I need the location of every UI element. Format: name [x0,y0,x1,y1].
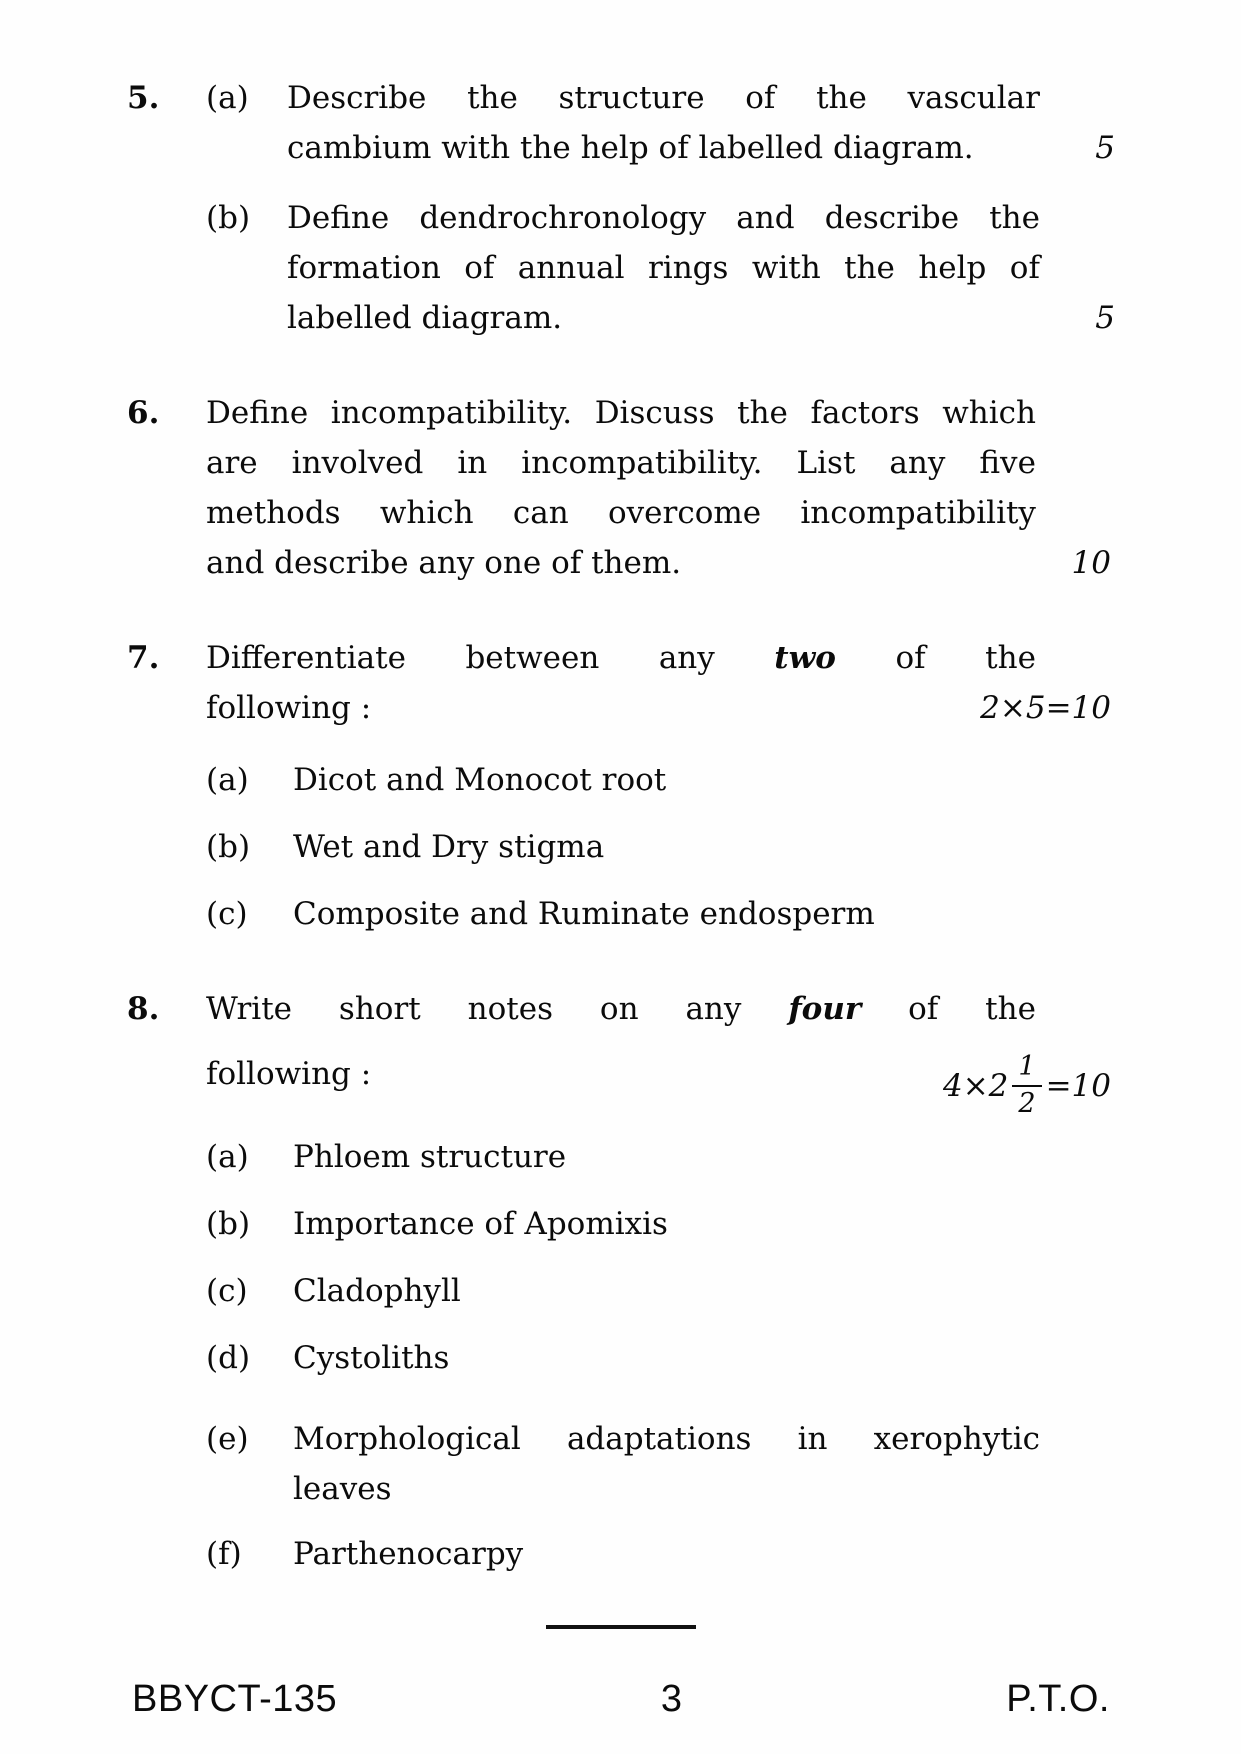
text-line [206,683,1036,733]
paper-code: BBYCT-135 [132,1678,338,1720]
word: help [918,250,987,286]
item-text: Parthenocarpy [293,1536,524,1572]
word: and [206,545,265,581]
marks-value: 5 [1095,300,1115,336]
word: Define [206,395,309,431]
question-number: 6. [127,395,160,431]
word: between [465,640,600,676]
word: of [551,545,582,581]
word: Describe [287,80,427,116]
word: : [360,690,372,726]
text-line [293,1464,1040,1514]
text-line [206,438,1036,488]
word: the [467,80,518,116]
marks-value: 5 [1095,130,1115,166]
question-8 [127,984,1241,1579]
page-footer [132,1678,1110,1721]
option-list [206,1132,1241,1579]
page-number: 3 [660,1678,683,1720]
word: can [512,495,569,531]
word: with [441,130,511,166]
item-text: Cystoliths [293,1340,450,1376]
word: of [908,991,939,1027]
part-text [287,73,1115,173]
list-item [206,1333,1241,1383]
text-line [206,538,1036,588]
item-label: (c) [206,896,248,932]
list-item [206,1529,1241,1579]
word: leaves [293,1471,392,1507]
word: adaptations [566,1421,752,1457]
formula-fraction [1012,1052,1041,1119]
word: on [599,991,639,1027]
question-number: 5. [127,80,160,116]
list-item [206,1132,1241,1182]
word: in [457,445,488,481]
word: the [844,250,895,286]
word: Define [287,200,390,236]
word: and [736,200,795,236]
part-text [287,193,1115,343]
word: incompatibility. [521,445,763,481]
text-line [206,488,1036,538]
item-text: Cladophyll [293,1273,461,1309]
formula-suffix: =10 [1045,1067,1111,1104]
word: of [464,250,495,286]
text-line [287,123,1040,173]
text-line [206,388,1036,438]
word: any [418,545,475,581]
formula-prefix: 4×2 [942,1067,1009,1104]
word: xerophytic [873,1421,1040,1457]
word: in [797,1421,828,1457]
word: Morphological [293,1421,521,1457]
word: vascular [907,80,1040,116]
question-body [206,633,1241,939]
word: one [484,545,542,581]
word: incompatibility. [330,395,573,431]
word: the [985,991,1036,1027]
text-line [287,193,1040,243]
item-label: (e) [206,1421,249,1457]
word: : [360,1056,372,1092]
word: any [685,991,742,1027]
word: incompatibility [800,495,1036,531]
list-item [206,755,1241,805]
item-label: (a) [206,1139,249,1175]
word: labelled [287,300,412,336]
list-item [206,889,1241,939]
marks-value: 10 [1071,545,1111,581]
fraction-numerator: 1 [1012,1052,1041,1087]
fraction-denominator: 2 [1018,1088,1036,1119]
word: List [796,445,856,481]
word: of [895,640,926,676]
word: Discuss [594,395,715,431]
item-text: Phloem structure [293,1139,567,1175]
question-text [206,984,1111,1119]
text-line [293,1414,1040,1464]
question-5-part-a [206,73,1241,173]
text-line [206,633,1036,683]
word: of [658,130,689,166]
word: cambium [287,130,432,166]
end-of-questions-rule [546,1625,696,1629]
word: are [206,445,258,481]
question-5-part-b [206,193,1241,343]
item-label: (b) [206,1206,251,1242]
marks-formula [943,1052,1111,1119]
question-number: 7. [127,640,160,676]
word: describe [274,545,409,581]
word: help [580,130,649,166]
item-label: (f) [206,1536,242,1572]
question-number: 8. [127,991,160,1027]
item-text: Composite and Ruminate endosperm [293,896,875,932]
word: short [338,991,421,1027]
word: of [745,80,776,116]
item-text: Importance of Apomixis [293,1206,668,1242]
item-label: (c) [206,1273,248,1309]
word: the [519,130,571,166]
item-label: (a) [206,762,249,798]
marks-value: 2×5=10 [980,690,1111,726]
word: which [942,395,1036,431]
word: formation [287,250,441,286]
page-content [0,73,1241,1579]
word: the [985,640,1036,676]
word: following [206,690,351,726]
question-text [206,388,1111,588]
word: diagram. [833,130,974,166]
word: notes [467,991,553,1027]
word: following [206,1056,351,1092]
word: overcome [608,495,762,531]
word: involved [291,445,424,481]
text-line [287,293,1040,343]
text-line [206,984,1036,1034]
word: the [989,200,1040,236]
word: five [979,445,1036,481]
emphasized-word: two [774,640,836,676]
part-label: (a) [206,80,249,116]
text-line [206,1049,1036,1099]
question-7 [127,633,1241,939]
word: the [816,80,867,116]
item-text: Wet and Dry stigma [293,829,605,865]
word: any [658,640,715,676]
item-label: (d) [206,1340,251,1376]
part-label: (b) [206,200,251,236]
list-item [206,822,1241,872]
pto-label: P.T.O. [1006,1678,1110,1720]
word: of [1009,250,1040,286]
word: dendrochronology [419,200,707,236]
word: with [751,250,821,286]
question-6 [127,388,1241,588]
list-item [206,1414,1241,1514]
word: the [737,395,788,431]
word: Differentiate [206,640,406,676]
word: structure [558,80,705,116]
option-list [206,755,1241,939]
word: rings [647,250,729,286]
item-text: Dicot and Monocot root [293,762,667,798]
word: any [889,445,946,481]
text-line [287,73,1040,123]
word: annual [517,250,625,286]
word: diagram. [421,300,563,336]
word: factors [810,395,920,431]
question-body [206,984,1241,1579]
question-body [206,388,1241,588]
question-body [206,73,1241,343]
word: describe [824,200,960,236]
word: Write [206,991,293,1027]
question-5 [127,73,1241,343]
list-item [206,1199,1241,1249]
word: labelled [698,130,824,166]
text-line [287,243,1040,293]
item-text [293,1414,1040,1514]
word: methods [206,495,341,531]
question-text [206,633,1111,733]
word: which [379,495,474,531]
list-item [206,1266,1241,1316]
word: them. [591,545,682,581]
item-label: (b) [206,829,251,865]
emphasized-word: four [788,991,862,1027]
